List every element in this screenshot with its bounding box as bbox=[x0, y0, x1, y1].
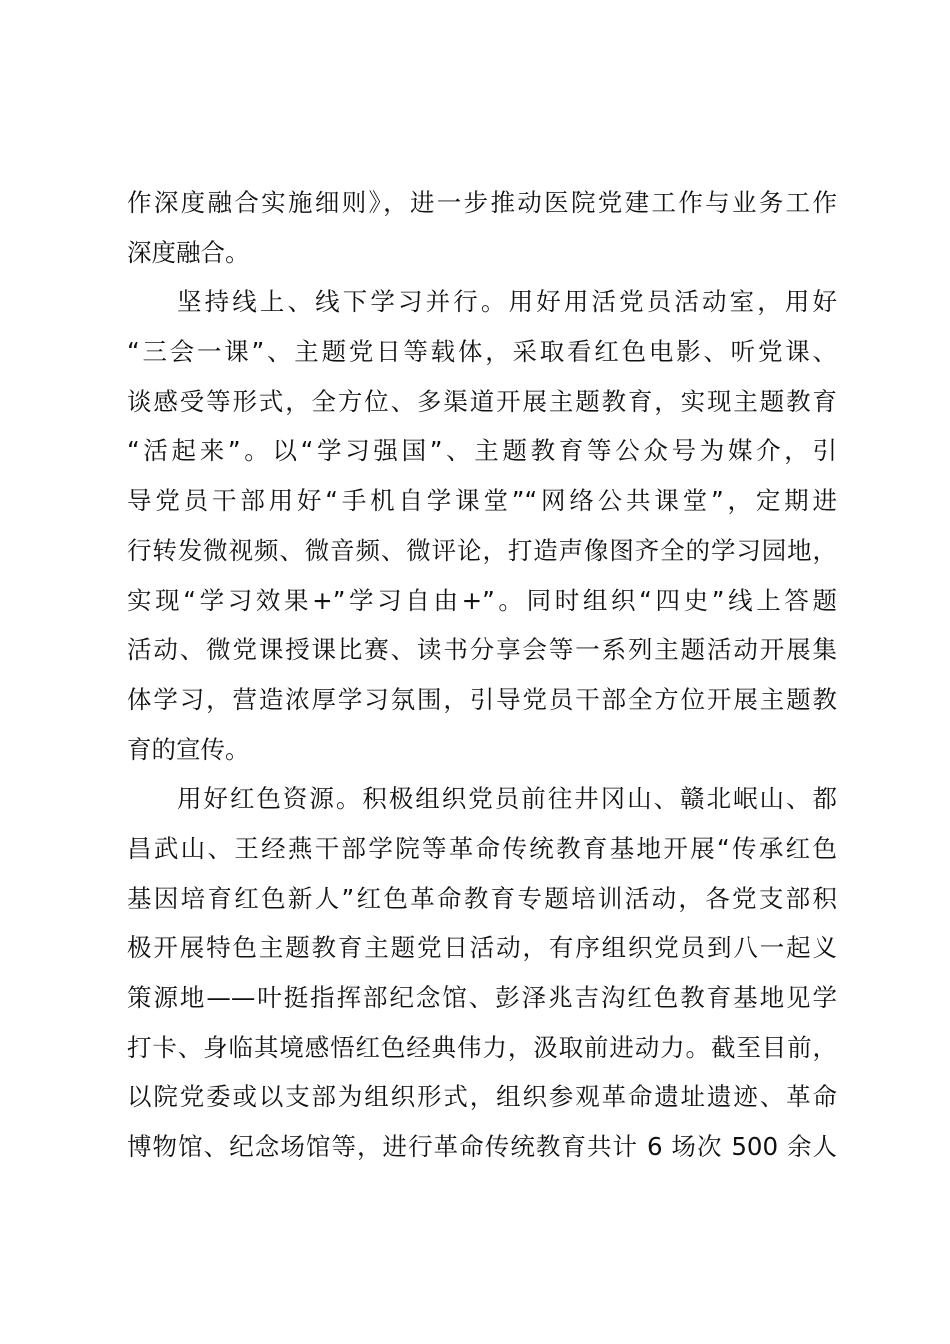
paragraph-first-line: 坚持线上、线下学习并行。用好用活党员活动室，用好 bbox=[177, 287, 837, 317]
body-text bbox=[127, 178, 837, 1172]
text-line: 昌武山、王经燕干部学院等革命传统教育基地开展“传承红色 bbox=[127, 833, 837, 863]
text-line: “三会一课”、主题党日等载体，采取看红色电影、听党课、 bbox=[127, 337, 837, 367]
text-line: 基因培育红色新人”红色革命教育专题培训活动，各党支部积 bbox=[127, 883, 837, 913]
text-line: 活动、微党课授课比赛、读书分享会等一系列主题活动开展集 bbox=[127, 635, 837, 665]
text-line: 以院党委或以支部为组织形式，组织参观革命遗址遗迹、革命 bbox=[127, 1082, 837, 1112]
paragraph-first-line: 用好红色资源。积极组织党员前往井冈山、赣北岷山、都 bbox=[177, 784, 837, 814]
text-line: 深度融合。 bbox=[127, 237, 250, 267]
text-line: 打卡、身临其境感悟红色经典伟力，汲取前进动力。截至目前， bbox=[127, 1032, 837, 1062]
text-line: 策源地——叶挺指挥部纪念馆、彭泽兆吉沟红色教育基地见学 bbox=[127, 983, 837, 1012]
text-line: 谈感受等形式，全方位、多渠道开展主题教育，实现主题教育 bbox=[127, 386, 837, 416]
text-line: 行转发微视频、微音频、微评论，打造声像图齐全的学习园地， bbox=[127, 535, 837, 565]
text-line: 导党员干部用好“手机自学课堂”“网络公共课堂”，定期进 bbox=[127, 486, 837, 516]
text-line: 育的宣传。 bbox=[127, 734, 250, 764]
text-line: 博物馆、纪念场馆等，进行革命传统教育共计 6 场次 500 余人 bbox=[127, 1132, 837, 1162]
text-line: 实现“学习效果+”学习自由+”。同时组织“四史”线上答题 bbox=[127, 585, 837, 615]
text-line: 体学习，营造浓厚学习氛围，引导党员干部全方位开展主题教 bbox=[127, 684, 837, 714]
text-line: “活起来”。以“学习强国”、主题教育等公众号为媒介，引 bbox=[127, 436, 837, 466]
text-line: 作深度融合实施细则》，进一步推动医院党建工作与业务工作 bbox=[127, 188, 837, 217]
text-line: 极开展特色主题教育主题党日活动，有序组织党员到八一起义 bbox=[127, 933, 837, 963]
